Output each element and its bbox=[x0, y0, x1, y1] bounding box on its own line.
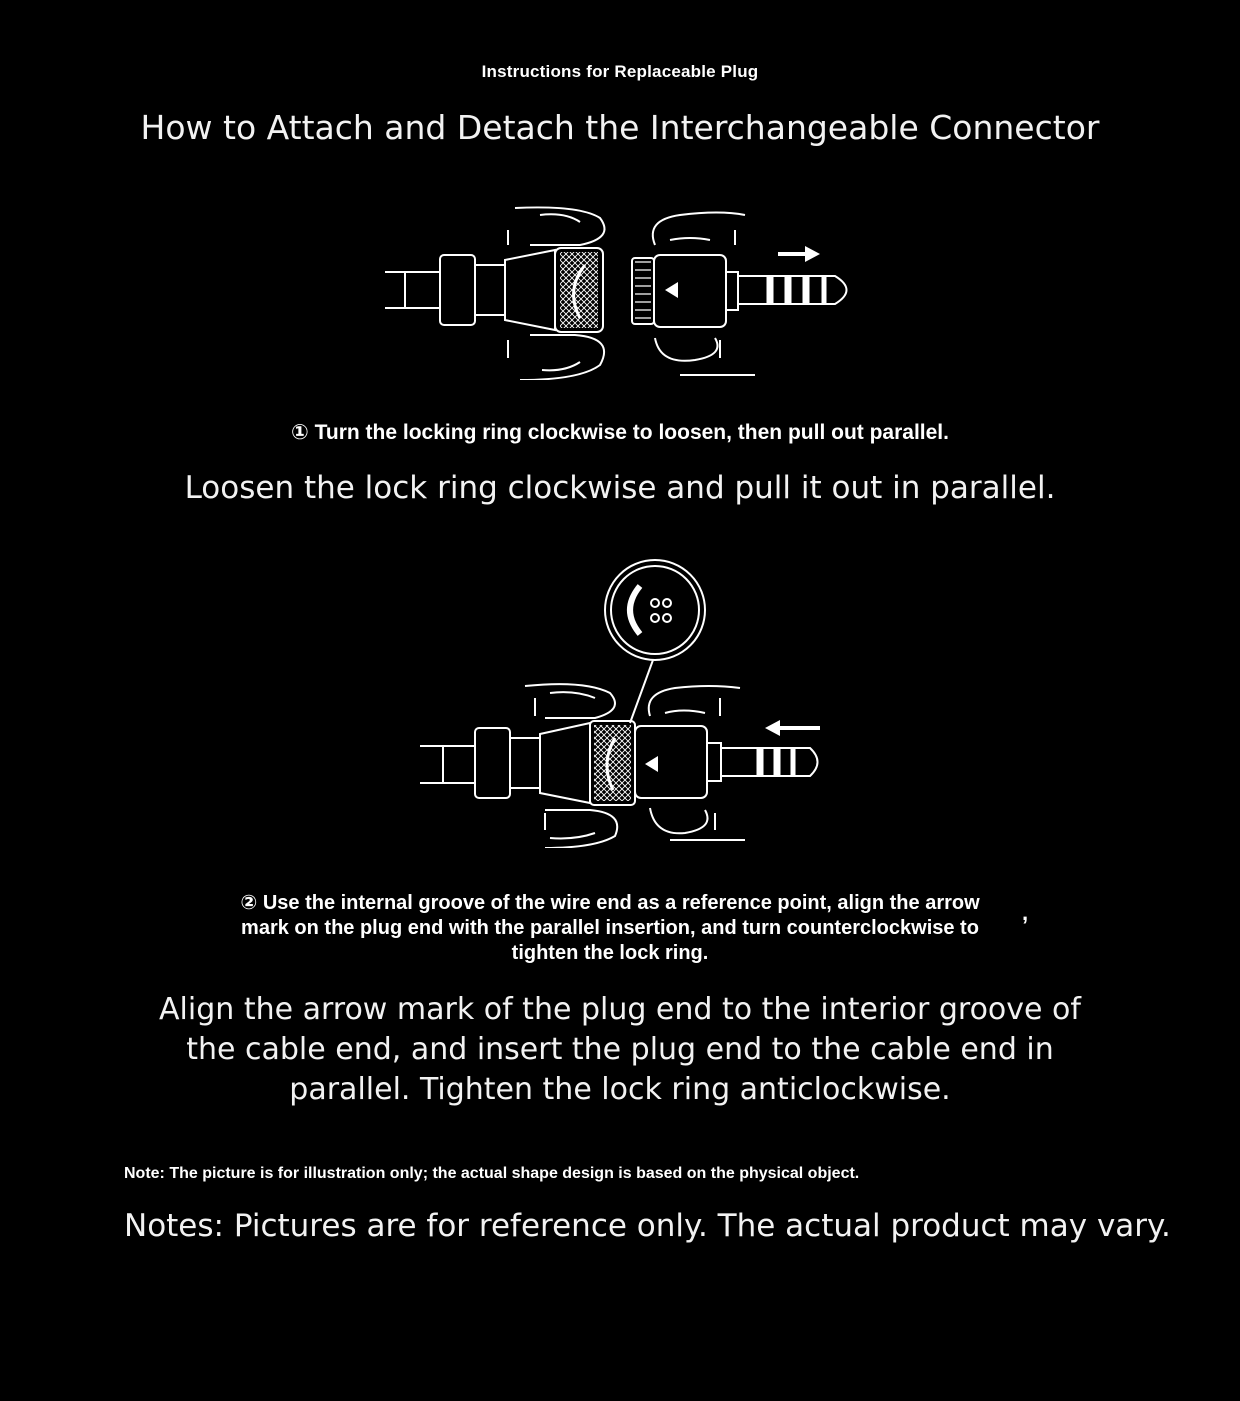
step2-english-line: the cable end, and insert the plug end to the cable end in bbox=[186, 1032, 1054, 1067]
connector-attach-illustration bbox=[415, 558, 835, 848]
page-title: How to Attach and Detach the Interchangeable Connector bbox=[140, 108, 1100, 147]
header-caption: Instructions for Replaceable Plug bbox=[481, 62, 759, 81]
step1-caption: ① Turn the locking ring clockwise to loosen, then pull out parallel. bbox=[291, 421, 949, 444]
step2-english-line: parallel. Tighten the lock ring anticlockwise. bbox=[289, 1072, 951, 1107]
step2-english-line: Align the arrow mark of the plug end to the interior groove of bbox=[159, 992, 1081, 1027]
connector-detach-illustration bbox=[380, 200, 860, 380]
step2-caption-line: ② Use the internal groove of the wire end as a reference point, align the arrow bbox=[240, 892, 980, 914]
arrow-right-icon bbox=[778, 246, 820, 262]
step1-english-caption: Loosen the lock ring clockwise and pull it out in parallel. bbox=[184, 470, 1056, 506]
step2-english-caption bbox=[0, 990, 1240, 1110]
note-english-caption: Notes: Pictures are for reference only. The actual product may vary. bbox=[124, 1208, 1171, 1244]
step2-caption bbox=[190, 891, 1030, 966]
arrow-left-icon bbox=[765, 720, 820, 736]
step2-caption-line: tighten the lock ring. bbox=[511, 942, 709, 964]
step2-caption-line: mark on the plug end with the parallel insertion, and turn counterclockwise to bbox=[241, 917, 979, 939]
note-caption: Note: The picture is for illustration only; the actual shape design is based on the physical object. bbox=[124, 1165, 860, 1182]
step2-trailing-mark: , bbox=[1022, 900, 1029, 925]
